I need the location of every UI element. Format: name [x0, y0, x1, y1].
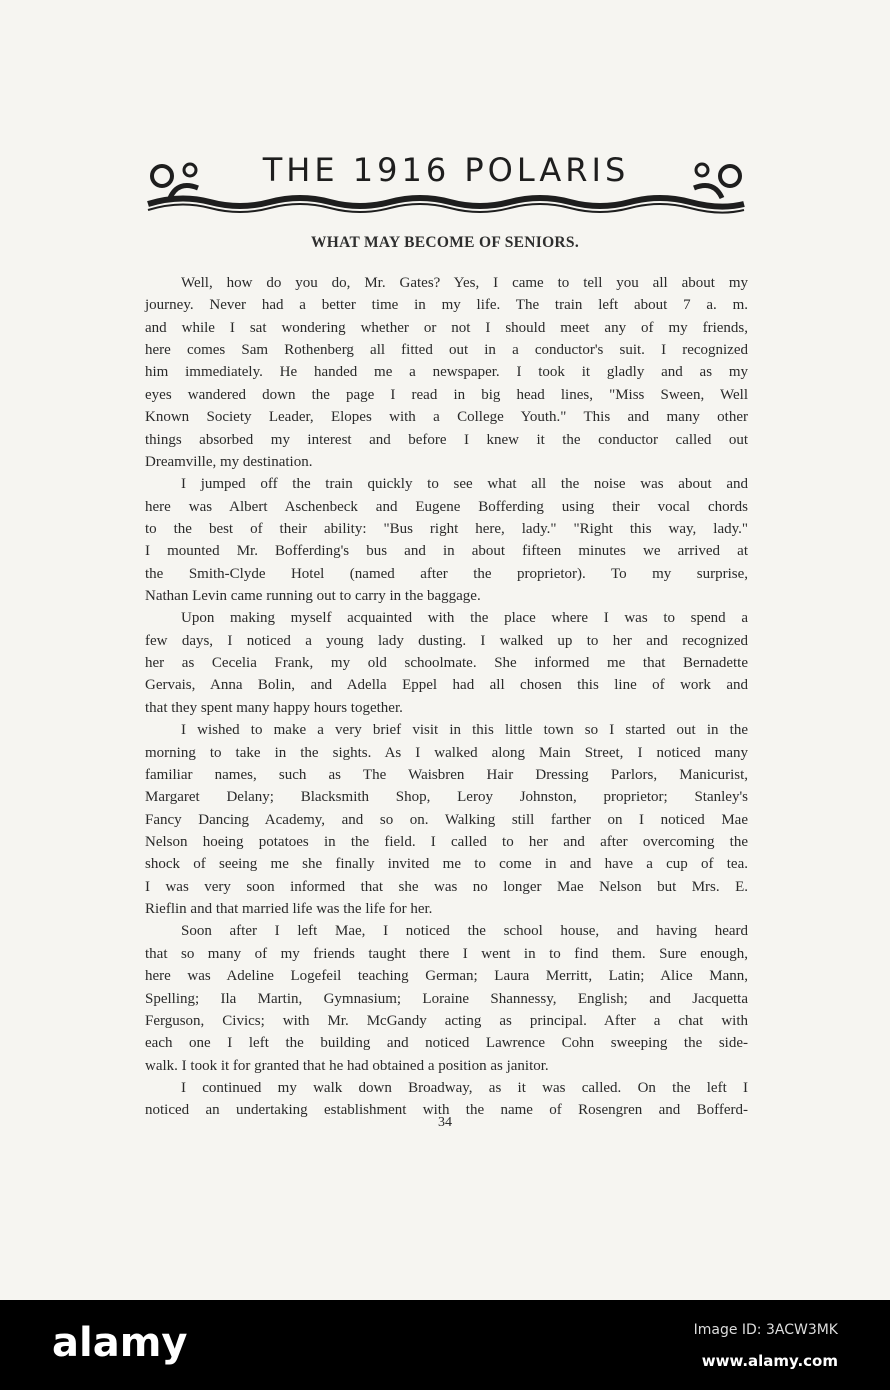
- image-id: Image ID: 3ACW3MK: [693, 1322, 838, 1338]
- text-line: familiar names, such as The Waisbren Hair Dressing Parlors, Manicurist,: [145, 766, 748, 783]
- text-line: Ferguson, Civics; with Mr. McGandy acting as principal. After a chat with: [145, 1012, 748, 1029]
- article-body: [145, 272, 748, 1122]
- text-line: Rieflin and that married life was the life for her.: [145, 901, 433, 918]
- text-line: that they spent many happy hours together.: [145, 699, 403, 716]
- text-line: to the best of their ability: "Bus right here, lady." "Right this way, lady.": [145, 520, 748, 537]
- text-line: her as Cecelia Frank, my old schoolmate. She informed me that Bernadette: [145, 655, 748, 672]
- polaris-banner: [140, 150, 752, 218]
- text-line: Upon making myself acquainted with the place where I was to spend a: [181, 610, 748, 627]
- article-title: WHAT MAY BECOME OF SENIORS.: [310, 234, 580, 251]
- text-line: walk. I took it for granted that he had obtained a position as janitor.: [145, 1057, 549, 1074]
- text-line: shock of seeing me she finally invited me to come in and have a cup of tea.: [145, 856, 748, 873]
- text-line: I wished to make a very brief visit in this little town so I started out in the: [181, 722, 748, 739]
- text-line: noticed an undertaking establishment with the name of Rosengren and Bofferd-: [145, 1102, 748, 1119]
- text-line: I jumped off the train quickly to see what all the noise was about and: [181, 476, 748, 493]
- text-line: few days, I noticed a young lady dusting. I walked up to her and recognized: [145, 632, 748, 649]
- text-line: morning to take in the sights. As I walked along Main Street, I noticed many: [145, 744, 748, 761]
- alamy-logo: alamy: [52, 1320, 188, 1366]
- text-line: I was very soon informed that she was no longer Mae Nelson but Mrs. E.: [145, 878, 748, 895]
- watermark-bar: [0, 1300, 890, 1390]
- text-line: Known Society Leader, Elopes with a College Youth." This and many other: [145, 409, 748, 426]
- text-line: Nelson hoeing potatoes in the field. I called to her and after overcoming the: [145, 833, 748, 850]
- text-line: Nathan Levin came running out to carry in the baggage.: [145, 588, 481, 605]
- text-line: each one I left the building and noticed Lawrence Cohn sweeping the side-: [145, 1035, 748, 1052]
- banner-title: THE 1916 POLARIS: [262, 151, 630, 189]
- text-line: eyes wandered down the page I read in big head lines, "Miss Sween, Well: [145, 386, 748, 403]
- page-number: 34: [438, 1115, 452, 1130]
- text-line: that so many of my friends taught there I went in to find them. Sure enough,: [145, 945, 748, 962]
- text-line: Gervais, Anna Bolin, and Adella Eppel had all chosen this line of work and: [145, 677, 748, 694]
- text-line: and while I sat wondering whether or not I should meet any of my friends,: [145, 319, 748, 336]
- text-line: Well, how do you do, Mr. Gates? Yes, I came to tell you all about my: [181, 275, 748, 291]
- text-line: here was Albert Aschenbeck and Eugene Bofferding using their vocal chords: [145, 498, 748, 515]
- text-line: the Smith-Clyde Hotel (named after the proprietor). To my surprise,: [145, 565, 748, 582]
- text-line: here was Adeline Logefeil teaching German; Laura Merritt, Latin; Alice Mann,: [145, 968, 748, 985]
- text-line: journey. Never had a better time in my life. The train left about 7 a. m.: [145, 297, 748, 314]
- text-line: I continued my walk down Broadway, as it was called. On the left I: [181, 1079, 748, 1096]
- text-line: Fancy Dancing Academy, and so on. Walking still farther on I noticed Mae: [145, 811, 748, 828]
- text-line: Dreamville, my destination.: [145, 453, 313, 470]
- text-line: him immediately. He handed me a newspaper. I took it gladly and as my: [145, 364, 748, 381]
- text-line: things absorbed my interest and before I knew it the conductor called out: [145, 431, 748, 448]
- text-line: Spelling; Ila Martin, Gymnasium; Loraine Shannessy, English; and Jacquetta: [145, 990, 748, 1007]
- site-url: www.alamy.com: [701, 1352, 838, 1370]
- text-line: Margaret Delany; Blacksmith Shop, Leroy Johnston, proprietor; Stanley's: [145, 789, 748, 806]
- text-line: here comes Sam Rothenberg all fitted out in a conductor's suit. I recognized: [145, 342, 748, 359]
- text-line: Soon after I left Mae, I noticed the school house, and having heard: [181, 923, 748, 940]
- text-line: I mounted Mr. Bofferding's bus and in about fifteen minutes we arrived at: [145, 543, 748, 560]
